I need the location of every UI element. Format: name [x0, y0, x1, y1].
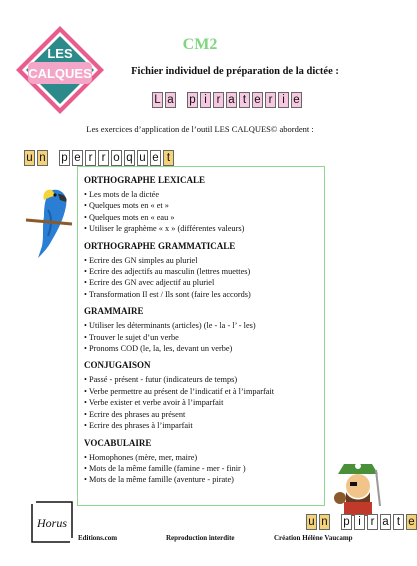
letter-tile: e [291, 92, 302, 108]
letter-tile: u [137, 150, 148, 166]
list-item: • Ecrire des adjectifs au masculin (lettres muettes) [84, 266, 318, 277]
section [84, 241, 318, 301]
letter-tile [332, 514, 339, 528]
letter-tile: p [59, 150, 70, 166]
letter-tile: o [111, 150, 122, 166]
letter-tile: r [98, 150, 109, 166]
pirate-letter-tiles [306, 514, 417, 530]
section [84, 175, 318, 235]
letter-tile: i [200, 92, 211, 108]
letter-tile: r [265, 92, 276, 108]
svg-text:LES: LES [47, 46, 73, 61]
letter-tile: i [278, 92, 289, 108]
list-item: • Mots de la même famille (famine - mer - finir ) [84, 463, 318, 474]
letter-tile: p [187, 92, 198, 108]
letter-tile [50, 150, 57, 164]
list-item: • Quelques mots en « eau » [84, 212, 318, 223]
list-item: • Homophones (mère, mer, maire) [84, 452, 318, 463]
list-item: • Utiliser le graphème « x » (différentes valeurs) [84, 223, 318, 234]
list-item: • Passé - présent - futur (indicateurs de temps) [84, 374, 318, 385]
les-calques-logo [14, 24, 106, 116]
page-subtitle: Fichier individuel de préparation de la dictée : [131, 66, 339, 77]
letter-tile: a [165, 92, 176, 108]
parrot-illustration [22, 180, 76, 260]
grade-level: CM2 [182, 36, 218, 53]
section [84, 360, 318, 431]
section-title: VOCABULAIRE [84, 437, 152, 448]
footer-rights: Reproduction interdite [166, 534, 235, 542]
section [84, 438, 318, 486]
intro-text: Les exercices d’application de l’outil LES CALQUES© abordent : [86, 124, 314, 134]
section-title: CONJUGAISON [84, 360, 151, 371]
section-title: GRAMMAIRE [84, 306, 144, 317]
letter-tile: t [163, 150, 174, 166]
letter-tile [178, 92, 185, 106]
list-item: • Verbe permettre au présent de l’indicatif et à l’imparfait [84, 386, 318, 397]
list-item: • Ecrire des GN simples au pluriel [84, 255, 318, 266]
letter-tile: a [380, 514, 391, 530]
list-item: • Transformation Il est / Ils sont (faire les accords) [84, 289, 318, 300]
letter-tile: e [72, 150, 83, 166]
title-letter-tiles [152, 92, 302, 108]
exercise-list-box [77, 166, 325, 506]
list-item: • Les mots de la dictée [84, 189, 318, 200]
letter-tile: p [341, 514, 352, 530]
list-item: • Ecrire des GN avec adjectif au pluriel [84, 277, 318, 288]
footer-publisher: Editions.com [78, 534, 118, 542]
section-title: ORTHOGRAPHE GRAMMATICALE [84, 240, 236, 251]
letter-tile: a [226, 92, 237, 108]
letter-tile: t [239, 92, 250, 108]
letter-tile: r [85, 150, 96, 166]
section-title: ORTHOGRAPHE LEXICALE [84, 175, 205, 185]
horus-logo [30, 500, 74, 544]
letter-tile: r [367, 514, 378, 530]
letter-tile: n [37, 150, 48, 166]
letter-tile: L [152, 92, 163, 108]
pirate-illustration [330, 458, 386, 518]
list-item: • Utiliser les déterminants (articles) (le - la - l’ - les) [84, 320, 318, 331]
footer-creation: Création Hélène Vaucamp [274, 534, 353, 542]
letter-tile: t [393, 514, 404, 530]
list-item: • Trouver le sujet d’un verbe [84, 332, 318, 343]
letter-tile: e [150, 150, 161, 166]
perroquet-letter-tiles [24, 150, 174, 166]
list-item: • Verbe exister et verbe avoir à l’imparfait [84, 397, 318, 408]
list-item: • Pronoms COD (le, la, les, devant un verbe) [84, 343, 318, 354]
letter-tile: n [319, 514, 330, 530]
list-item: • Mots de la même famille (aventure - pirate) [84, 474, 318, 485]
list-item: • Quelques mots en « et » [84, 200, 318, 211]
letter-tile: r [213, 92, 224, 108]
section [84, 306, 318, 354]
svg-text:Horus: Horus [36, 516, 68, 530]
letter-tile: q [124, 150, 135, 166]
letter-tile: e [252, 92, 263, 108]
letter-tile: i [354, 514, 365, 530]
list-item: • Ecrire des phrases au présent [84, 409, 318, 420]
letter-tile: e [406, 514, 417, 530]
letter-tile: u [24, 150, 35, 166]
letter-tile: u [306, 514, 317, 530]
list-item: • Ecrire des phrases à l’imparfait [84, 420, 318, 431]
svg-text:CALQUES: CALQUES [28, 66, 92, 81]
